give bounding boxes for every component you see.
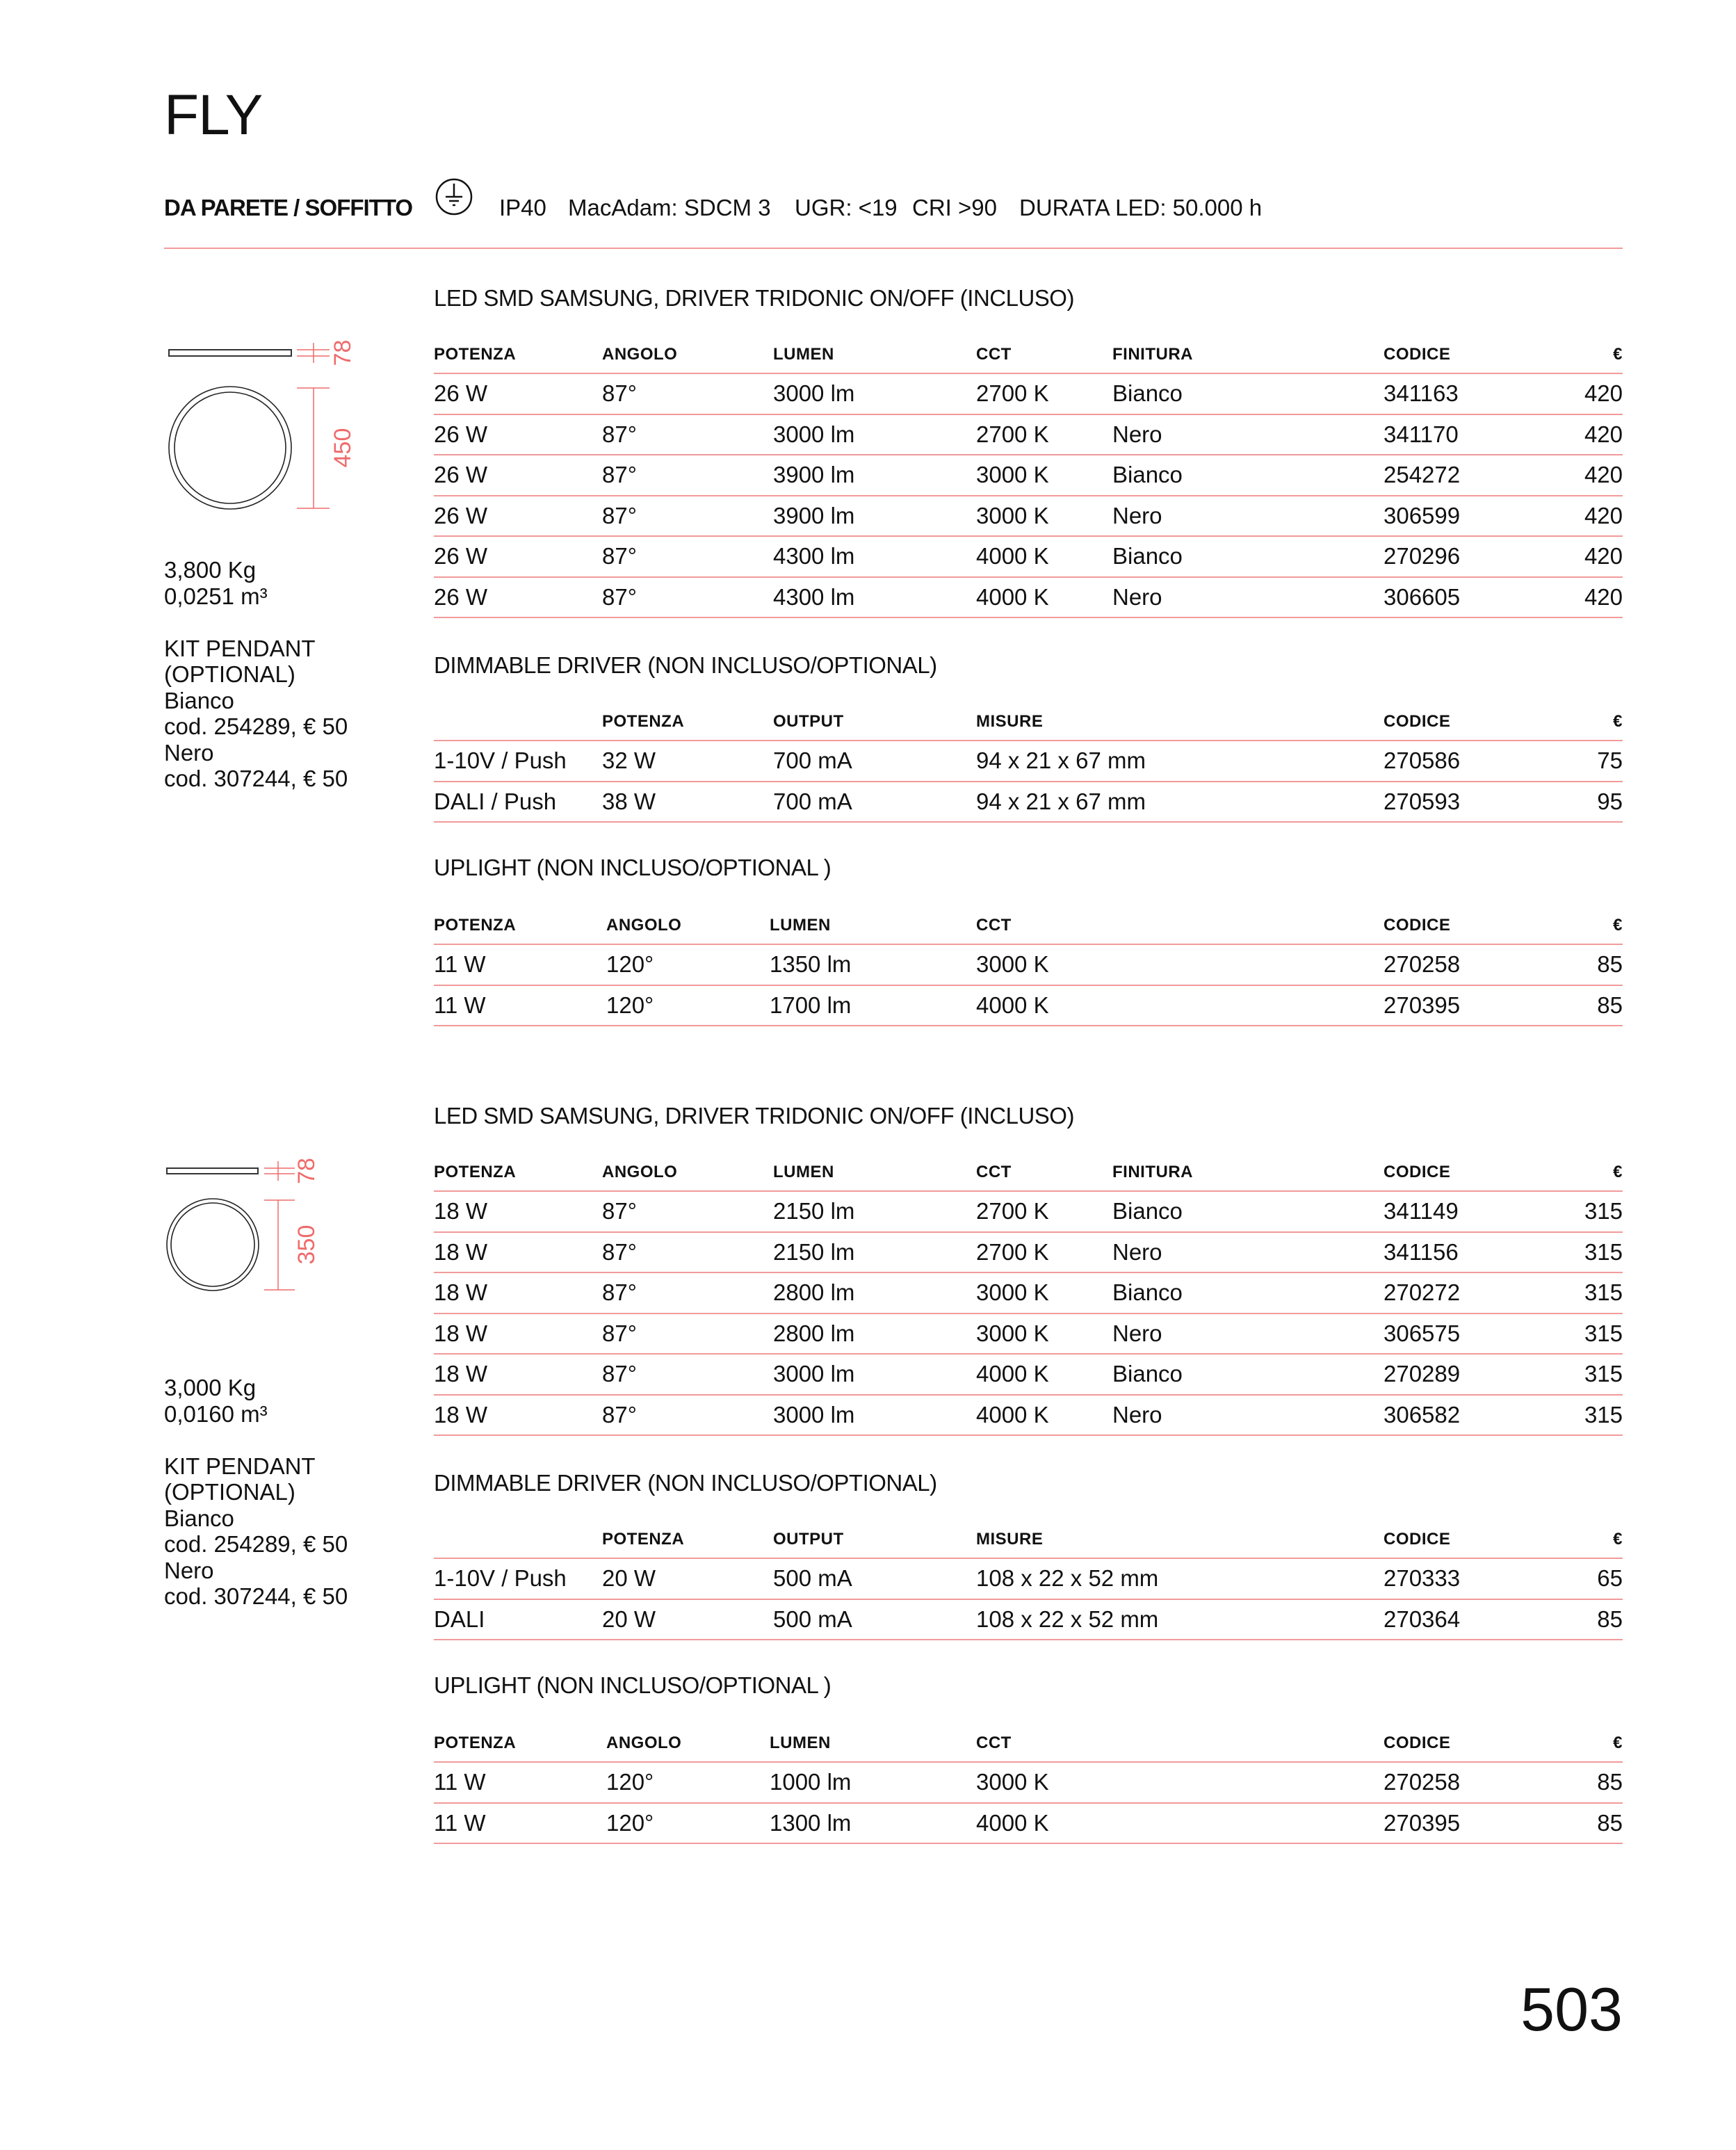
cell: 3000 lm	[773, 1361, 855, 1387]
cell: 11 W	[434, 1769, 486, 1795]
column-header: CODICE	[1384, 1163, 1451, 1181]
cell: 3000 K	[976, 502, 1049, 528]
cell: 87°	[602, 583, 637, 610]
cell: 341156	[1384, 1238, 1459, 1265]
column-header: MISURE	[976, 712, 1044, 731]
cell: Nero	[1112, 502, 1162, 528]
cell: 95	[1597, 788, 1623, 814]
cell: 87°	[602, 421, 637, 447]
kit-pendant-line: Bianco	[164, 687, 234, 713]
cell: 4000 K	[976, 1361, 1049, 1387]
column-header: OUTPUT	[773, 712, 844, 731]
cell: 20 W	[602, 1565, 656, 1591]
column-header: CCT	[976, 1733, 1012, 1752]
column-header: POTENZA	[602, 712, 685, 731]
column-header: €	[1613, 345, 1623, 364]
cell: DALI / Push	[434, 788, 557, 814]
column-header: €	[1613, 712, 1623, 731]
cell: 420	[1584, 583, 1623, 610]
cell: 1300 lm	[770, 1809, 852, 1836]
column-header: MISURE	[976, 1530, 1044, 1549]
cell: Nero	[1112, 1320, 1162, 1346]
cell: 420	[1584, 462, 1623, 487]
cell: 2700 K	[976, 421, 1049, 447]
cell: 11 W	[434, 951, 486, 977]
cell: 4000 K	[976, 543, 1049, 569]
spec-ugr: UGR: <19	[795, 195, 898, 220]
cell: 4000 K	[976, 583, 1049, 610]
cell: Bianco	[1112, 1198, 1183, 1224]
cell: 26 W	[434, 583, 488, 610]
column-header: LUMEN	[773, 1163, 834, 1181]
cell: 87°	[602, 380, 637, 406]
column-header: POTENZA	[434, 345, 517, 364]
cell: 120°	[606, 1769, 654, 1795]
cell: 20 W	[602, 1606, 656, 1632]
cell: 420	[1584, 502, 1623, 528]
product-title: FLY	[164, 83, 263, 147]
cell: 87°	[602, 1238, 637, 1265]
cell: 3000 lm	[773, 421, 855, 447]
column-header: POTENZA	[434, 1733, 517, 1752]
outer-ring	[167, 1199, 259, 1291]
cell: 4300 lm	[773, 583, 855, 610]
cell: 270296	[1384, 543, 1461, 569]
height-dimension: 78	[293, 1158, 320, 1184]
kit-pendant-line: cod. 307244, € 50	[164, 766, 348, 791]
cell: 87°	[602, 1320, 637, 1346]
cell: 270593	[1384, 788, 1461, 814]
column-header: LUMEN	[770, 916, 831, 935]
cell: 3000 lm	[773, 1401, 855, 1428]
cell: Bianco	[1112, 543, 1183, 569]
driver-table-title: DIMMABLE DRIVER (NON INCLUSO/OPTIONAL)	[434, 652, 937, 678]
column-header: €	[1613, 1733, 1623, 1752]
cell: 26 W	[434, 462, 488, 487]
cell: Nero	[1112, 1401, 1162, 1428]
cell: 1-10V / Push	[434, 1565, 567, 1591]
column-header: CCT	[976, 345, 1012, 364]
cell: 1-10V / Push	[434, 747, 567, 773]
cell: 341163	[1384, 380, 1459, 406]
kit-pendant-line: Nero	[164, 1557, 214, 1583]
page-number: 503	[1520, 1975, 1623, 2044]
cell: 18 W	[434, 1238, 488, 1265]
cell: 315	[1584, 1198, 1623, 1224]
column-header: POTENZA	[602, 1530, 685, 1549]
spec-cri: CRI >90	[912, 195, 997, 220]
cell: 270289	[1384, 1361, 1461, 1387]
cell: 3900 lm	[773, 462, 855, 487]
cell: 3000 K	[976, 1279, 1049, 1305]
cell: 85	[1597, 992, 1623, 1018]
cell: 306582	[1384, 1401, 1461, 1428]
kit-pendant-line: cod. 254289, € 50	[164, 1531, 348, 1557]
volume: 0,0160 m³	[164, 1400, 268, 1427]
spec-ip: IP40	[499, 195, 546, 220]
cell: 700 mA	[773, 747, 852, 773]
cell: 270395	[1384, 992, 1461, 1018]
cell: 315	[1584, 1238, 1623, 1265]
cell: 4300 lm	[773, 543, 855, 569]
cell: 341149	[1384, 1198, 1459, 1224]
cell: 18 W	[434, 1361, 488, 1387]
cell: 1000 lm	[770, 1769, 852, 1795]
cell: 87°	[602, 462, 637, 487]
column-header: FINITURA	[1112, 345, 1193, 364]
cell: Nero	[1112, 1238, 1162, 1265]
column-header: ANGOLO	[602, 345, 678, 364]
spec-led-life: DURATA LED: 50.000 h	[1019, 195, 1263, 220]
column-header: CODICE	[1384, 712, 1451, 731]
column-header: CCT	[976, 1163, 1012, 1181]
column-header: LUMEN	[773, 345, 834, 364]
cell: 108 x 22 x 52 mm	[976, 1565, 1159, 1591]
cell: 18 W	[434, 1401, 488, 1428]
cell: 270586	[1384, 747, 1461, 773]
column-header: OUTPUT	[773, 1530, 844, 1549]
cell: 2150 lm	[773, 1238, 855, 1265]
cell: 420	[1584, 543, 1623, 569]
cell: 87°	[602, 1361, 637, 1387]
kit-pendant-line: (OPTIONAL)	[164, 1479, 295, 1505]
kit-pendant-line: Nero	[164, 739, 214, 766]
cell: 87°	[602, 543, 637, 569]
uplight-table-title: UPLIGHT (NON INCLUSO/OPTIONAL )	[434, 855, 832, 880]
cell: 1700 lm	[770, 992, 852, 1018]
weight: 3,000 Kg	[164, 1375, 257, 1400]
cell: 306599	[1384, 502, 1461, 528]
cell: 3900 lm	[773, 502, 855, 528]
cell: 306575	[1384, 1320, 1461, 1346]
diameter-dimension: 350	[293, 1224, 320, 1265]
uplight-table-title: UPLIGHT (NON INCLUSO/OPTIONAL )	[434, 1672, 832, 1698]
cell: 85	[1597, 1606, 1623, 1632]
cell: 120°	[606, 951, 654, 977]
cell: 315	[1584, 1279, 1623, 1305]
cell: 26 W	[434, 380, 488, 406]
cell: 85	[1597, 1809, 1623, 1836]
cell: 85	[1597, 1769, 1623, 1795]
cell: 2700 K	[976, 1198, 1049, 1224]
spec-macadam: MacAdam: SDCM 3	[568, 195, 771, 220]
cell: 3000 lm	[773, 380, 855, 406]
kit-pendant-line: KIT PENDANT	[164, 635, 316, 661]
cell: 94 x 21 x 67 mm	[976, 788, 1146, 814]
cell: 87°	[602, 1279, 637, 1305]
cell: 270272	[1384, 1279, 1461, 1305]
cell: 500 mA	[773, 1565, 852, 1591]
cell: 315	[1584, 1361, 1623, 1387]
cell: 270333	[1384, 1565, 1461, 1591]
cell: 315	[1584, 1320, 1623, 1346]
column-header: ANGOLO	[602, 1163, 678, 1181]
volume: 0,0251 m³	[164, 583, 268, 609]
cell: 120°	[606, 1809, 654, 1836]
cell: 341170	[1384, 421, 1459, 447]
column-header: €	[1613, 1163, 1623, 1181]
cell: 120°	[606, 992, 654, 1018]
cell: 26 W	[434, 543, 488, 569]
column-header: POTENZA	[434, 1163, 517, 1181]
weight: 3,800 Kg	[164, 557, 257, 583]
cell: 2150 lm	[773, 1198, 855, 1224]
diameter-dimension: 450	[330, 428, 356, 468]
cell: 18 W	[434, 1279, 488, 1305]
column-header: ANGOLO	[606, 1733, 682, 1752]
cell: 270364	[1384, 1606, 1461, 1632]
cell: 3000 K	[976, 462, 1049, 487]
cell: DALI	[434, 1606, 485, 1632]
column-header: POTENZA	[434, 916, 517, 935]
cell: 306605	[1384, 583, 1461, 610]
cell: 420	[1584, 421, 1623, 447]
cell: 700 mA	[773, 788, 852, 814]
cell: 32 W	[602, 747, 656, 773]
kit-pendant-line: cod. 254289, € 50	[164, 713, 348, 739]
cell: 38 W	[602, 788, 656, 814]
cell: Bianco	[1112, 380, 1183, 406]
cell: 2700 K	[976, 1238, 1049, 1265]
cell: 254272	[1384, 462, 1461, 487]
column-header: LUMEN	[770, 1733, 831, 1752]
cell: Bianco	[1112, 1279, 1183, 1305]
cell: 270395	[1384, 1809, 1461, 1836]
cell: 11 W	[434, 992, 486, 1018]
column-header: CODICE	[1384, 1733, 1451, 1752]
cell: 94 x 21 x 67 mm	[976, 747, 1146, 773]
cell: 4000 K	[976, 1809, 1049, 1836]
cell: 2700 K	[976, 380, 1049, 406]
cell: 87°	[602, 1401, 637, 1428]
column-header: CODICE	[1384, 1530, 1451, 1549]
side-profile	[167, 1168, 258, 1174]
main-table-title: LED SMD SAMSUNG, DRIVER TRIDONIC ON/OFF (INCLUSO)	[434, 285, 1074, 311]
cell: 26 W	[434, 421, 488, 447]
cell: 18 W	[434, 1320, 488, 1346]
cell: 75	[1597, 747, 1623, 773]
cell: 1350 lm	[770, 951, 852, 977]
cell: 87°	[602, 502, 637, 528]
cell: Bianco	[1112, 1361, 1183, 1387]
main-table-title: LED SMD SAMSUNG, DRIVER TRIDONIC ON/OFF (INCLUSO)	[434, 1103, 1074, 1129]
column-header: CODICE	[1384, 345, 1451, 364]
cell: 65	[1597, 1565, 1623, 1591]
cell: 4000 K	[976, 992, 1049, 1018]
cell: Bianco	[1112, 462, 1183, 487]
cell: Nero	[1112, 583, 1162, 610]
cell: 3000 K	[976, 951, 1049, 977]
inner-ring	[171, 1203, 254, 1286]
cell: 270258	[1384, 1769, 1461, 1795]
cell: 85	[1597, 951, 1623, 977]
cell: 3000 K	[976, 1769, 1049, 1795]
height-dimension: 78	[330, 339, 356, 366]
cell: 11 W	[434, 1809, 486, 1836]
cell: 87°	[602, 1198, 637, 1224]
cell: 500 mA	[773, 1606, 852, 1632]
cell: 108 x 22 x 52 mm	[976, 1606, 1159, 1632]
cell: 2800 lm	[773, 1320, 855, 1346]
cell: 2800 lm	[773, 1279, 855, 1305]
mount-type: DA PARETE / SOFFITTO	[164, 195, 413, 220]
cell: 270258	[1384, 951, 1461, 977]
column-header: CODICE	[1384, 916, 1451, 935]
cell: 18 W	[434, 1198, 488, 1224]
cell: 26 W	[434, 502, 488, 528]
column-header: ANGOLO	[606, 916, 682, 935]
column-header: €	[1613, 1530, 1623, 1549]
kit-pendant-line: cod. 307244, € 50	[164, 1583, 348, 1609]
driver-table-title: DIMMABLE DRIVER (NON INCLUSO/OPTIONAL)	[434, 1470, 937, 1496]
cell: 315	[1584, 1401, 1623, 1428]
column-header: CCT	[976, 916, 1012, 935]
column-header: €	[1613, 916, 1623, 935]
cell: 4000 K	[976, 1401, 1049, 1428]
kit-pendant-line: (OPTIONAL)	[164, 661, 295, 687]
kit-pendant-line: Bianco	[164, 1505, 234, 1531]
cell: Nero	[1112, 421, 1162, 447]
cell: 420	[1584, 380, 1623, 406]
column-header: FINITURA	[1112, 1163, 1193, 1181]
cell: 3000 K	[976, 1320, 1049, 1346]
kit-pendant-line: KIT PENDANT	[164, 1453, 316, 1479]
